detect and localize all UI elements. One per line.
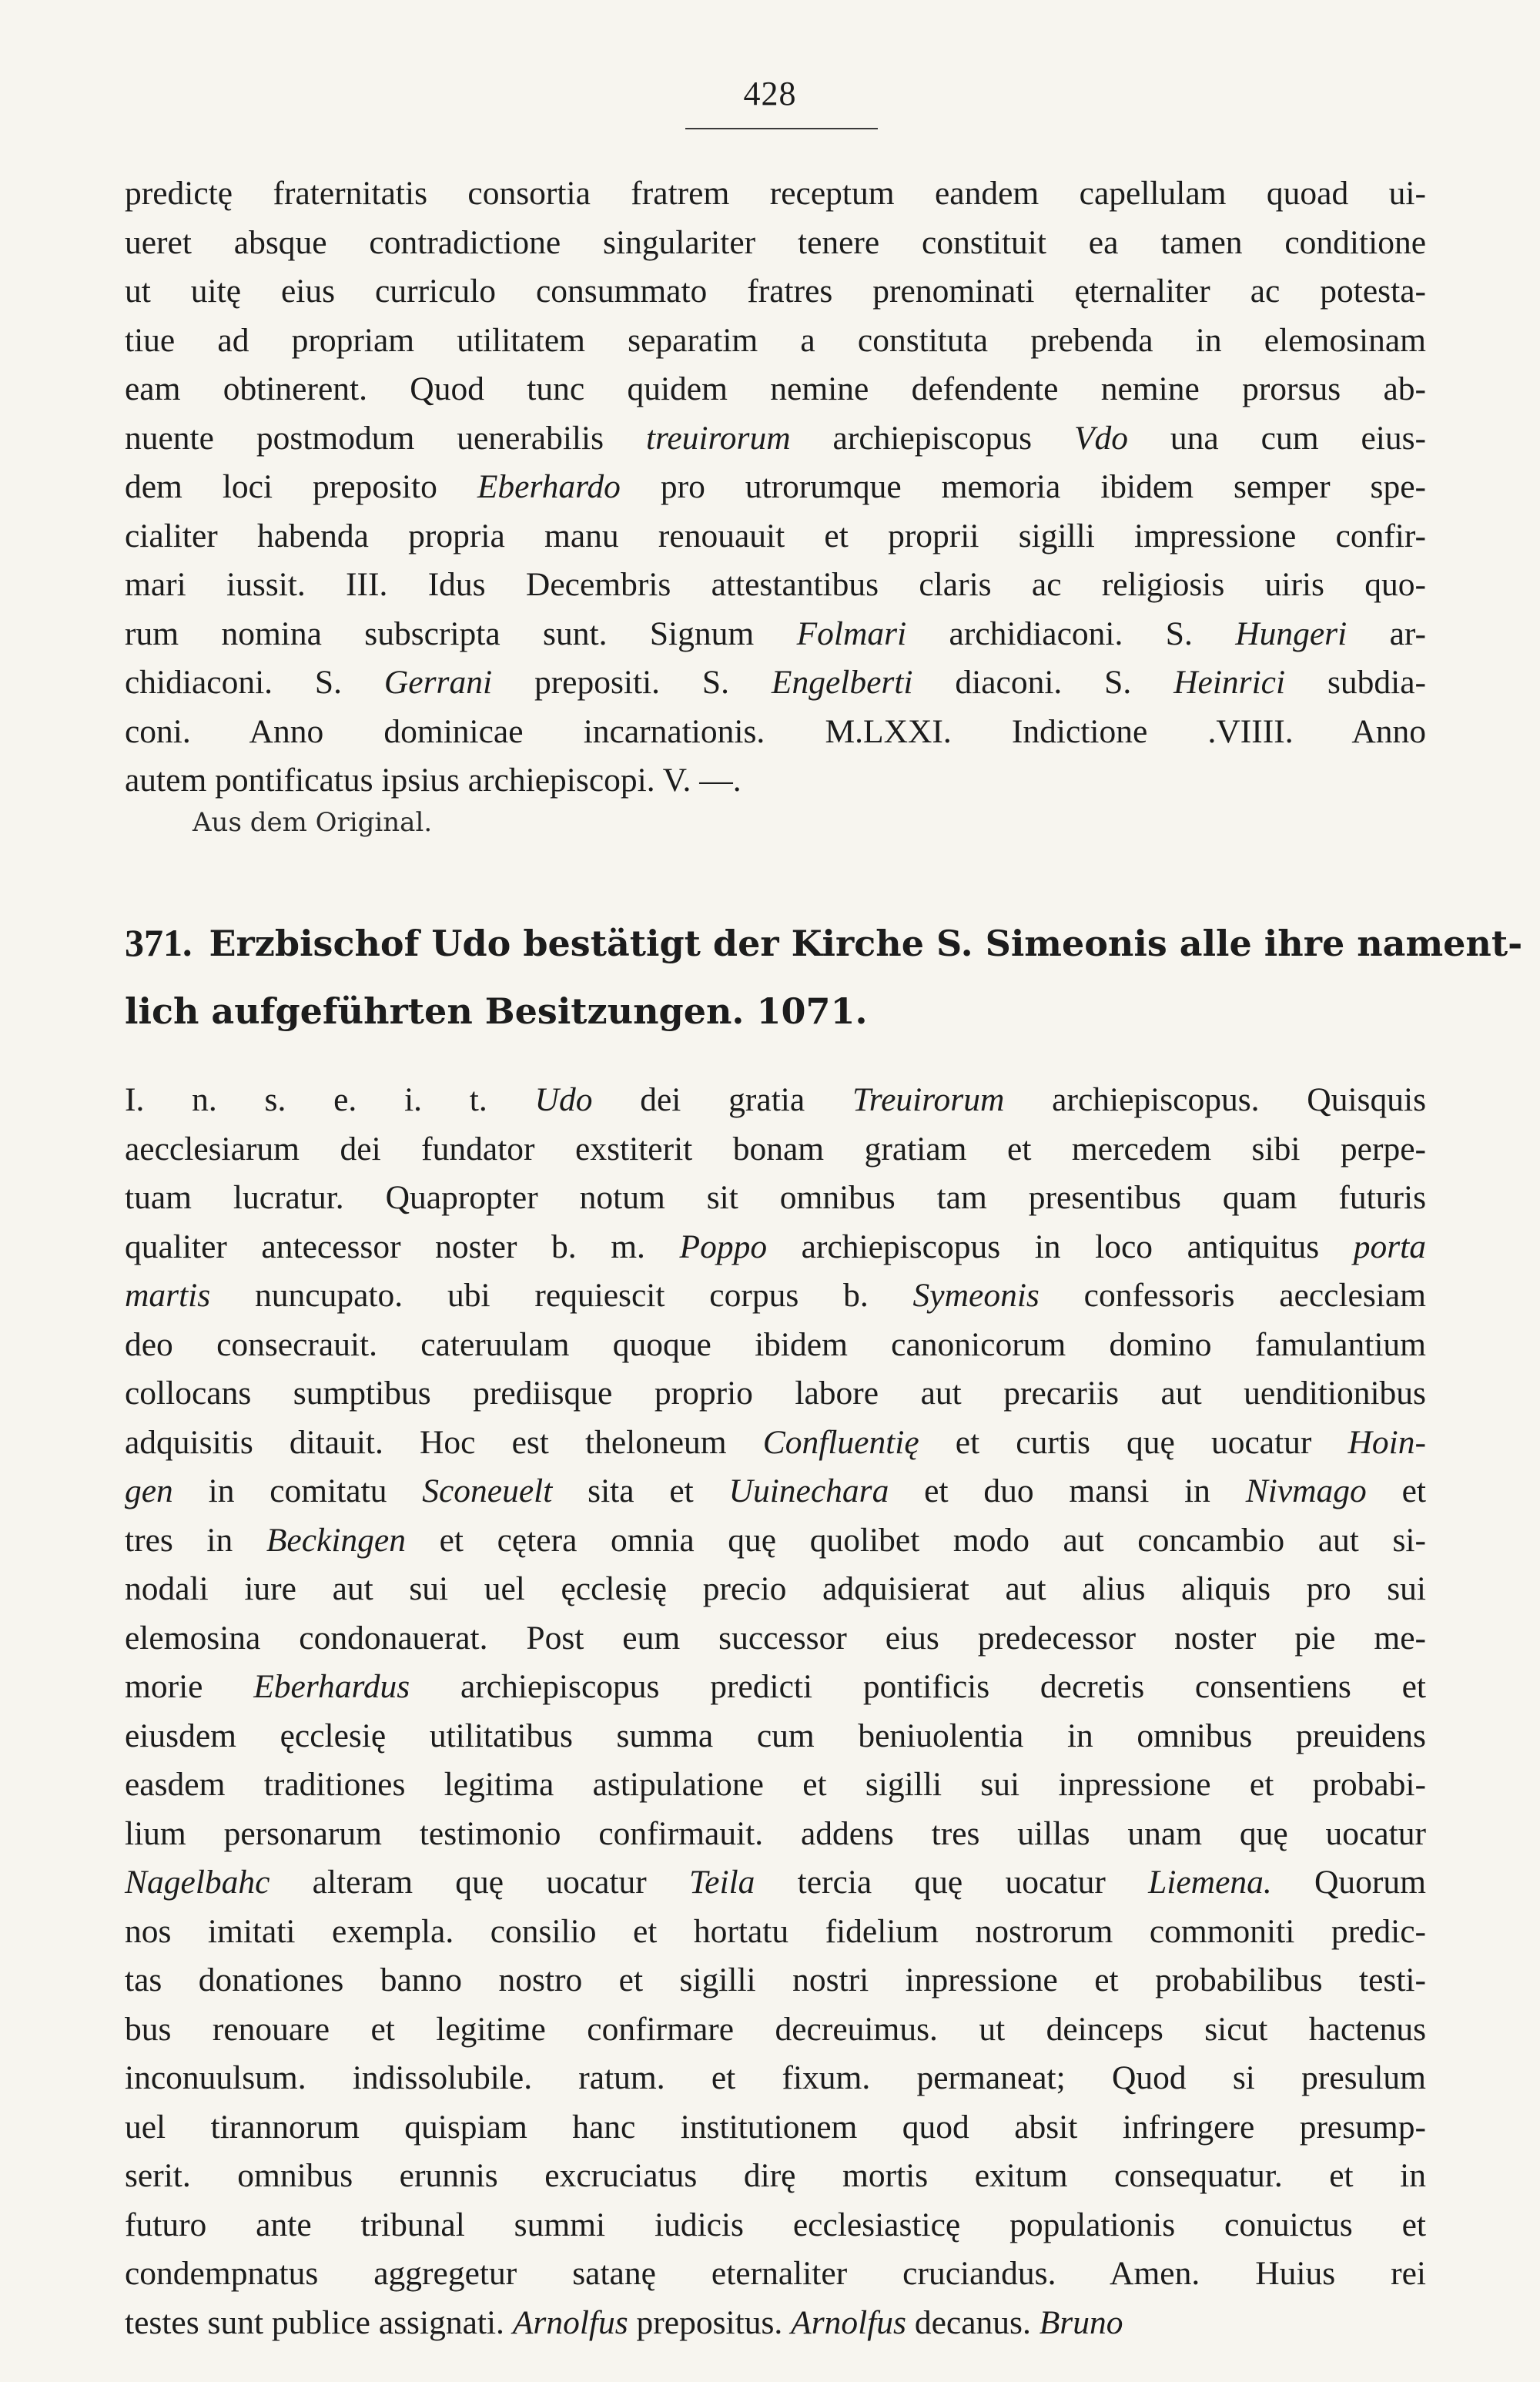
text-line: testes sunt publice assignati. Arnolfus prepositus. Arnolfus decanus. Bruno <box>125 2303 1123 2341</box>
text-line: predictę fraternitatis consortia fratrem receptum eandem capellulam quoad ui- <box>125 175 1426 212</box>
italic-name: Confluentię <box>762 1423 919 1461</box>
text-line: aecclesiarum dei fundator exstiterit bonam gratiam et mercedem sibi perpe- <box>125 1130 1426 1168</box>
heading-title-1: Erzbischof Udo bestätigt der Kirche S. Simeonis alle ihre nament- <box>209 923 1523 964</box>
text-line: inconuulsum. indissolubile. ratum. et fixum. permaneat; Quod si presulum <box>125 2059 1426 2096</box>
text-line: nuente postmodum uenerabilis treuirorum archiepiscopus Vdo una cum eius- <box>125 419 1426 457</box>
text-line: lium personarum testimonio confirmauit. addens tres uillas unam quę uocatur <box>125 1814 1426 1852</box>
header-rule <box>685 128 878 129</box>
text-line: I. n. s. e. i. t. Udo dei gratia Treuirorum archiepiscopus. Quisquis <box>125 1081 1427 1118</box>
italic-name: Heinrici <box>1173 664 1286 701</box>
text-line: futuro ante tribunal summi iudicis ecclesiasticę populationis conuictus et <box>125 2206 1426 2243</box>
text-line: qualiter antecessor noster b. m. Poppo archiepiscopus in loco antiquitus porta <box>125 1228 1426 1265</box>
text-line: tuam lucratur. Quapropter notum sit omnibus tam presentibus quam futuris <box>125 1179 1426 1216</box>
text-line: elemosina condonauerat. Post eum successor eius predecessor noster pie me- <box>125 1619 1426 1657</box>
text-line: Nagelbahc alteram quę uocatur Teila tercia quę uocatur Liemena. Quorum <box>125 1864 1426 1901</box>
text-line: collocans sumptibus prediisque proprio labore aut precariis aut uenditionibus <box>125 1375 1426 1412</box>
text-line: tres in Beckingen et cętera omnia quę quolibet modo aut concambio aut si- <box>125 1521 1426 1559</box>
italic-name: Liemena. <box>1148 1864 1272 1901</box>
text-line: easdem traditiones legitima astipulatione et sigilli sui inpressione et probabi- <box>125 1766 1426 1803</box>
italic-name: porta <box>1353 1228 1426 1265</box>
italic-name: Bruno <box>1039 2303 1123 2341</box>
text-line: morie Eberhardus archiepiscopus predicti pontificis decretis consentiens et <box>125 1668 1426 1705</box>
text-line: adquisitis ditauit. Hoc est theloneum Confluentię et curtis quę uocatur Hoin- <box>125 1423 1426 1461</box>
text-line: dem loci preposito Eberhardo pro utrorumque memoria ibidem semper spe- <box>125 468 1426 505</box>
italic-name: Sconeuelt <box>422 1472 553 1509</box>
italic-name: Engelberti <box>771 664 913 701</box>
text-line: nos imitati exempla. consilio et hortatu fidelium nostrorum commoniti predic- <box>125 1912 1426 1950</box>
text-line: chidiaconi. S. Gerrani prepositi. S. Engelberti diaconi. S. Heinrici subdia- <box>125 664 1427 701</box>
italic-name: Nivmago <box>1245 1472 1367 1509</box>
italic-name: Treuirorum <box>852 1081 1005 1118</box>
italic-name: Poppo <box>679 1228 768 1265</box>
italic-name: Arnolfus <box>791 2303 906 2341</box>
document-number: 371. <box>125 921 192 964</box>
text-line: eiusdem ęcclesię utilitatibus summa cum beniuolentia in omnibus preuidens <box>125 1717 1426 1754</box>
text-line: serit. omnibus erunnis excruciatus dirę mortis exitum consequatur. et in <box>125 2157 1426 2194</box>
text-line: ueret absque contradictione singulariter tenere constituit ea tamen conditione <box>125 223 1426 261</box>
heading-line-1 <box>125 909 1523 977</box>
italic-name: Hungeri <box>1235 615 1348 652</box>
text-line: autem pontificatus ipsius archiepiscopi. V. —. <box>125 762 742 799</box>
text-line: tiue ad propriam utilitatem separatim a constituta prebenda in elemosinam <box>125 321 1426 359</box>
italic-name: Teila <box>688 1864 755 1901</box>
continuation-text <box>125 169 1426 806</box>
text-line: martis nuncupato. ubi requiescit corpus b. Symeonis confessoris aecclesiam <box>125 1277 1426 1314</box>
italic-name: Hoin- <box>1348 1423 1426 1461</box>
italic-name: martis <box>125 1277 211 1314</box>
italic-name: Udo <box>534 1081 593 1118</box>
italic-name: Folmari <box>796 615 907 652</box>
text-line: ut uitę eius curriculo consummato fratres prenominati ęternaliter ac potesta- <box>125 273 1426 310</box>
italic-name: Gerrani <box>383 664 493 701</box>
italic-name: gen <box>125 1472 173 1509</box>
page-number: 428 <box>743 75 797 112</box>
text-line: condempnatus aggregetur satanę eternaliter cruciandus. Amen. Huius rei <box>125 2255 1426 2292</box>
text-line: bus renouare et legitime confirmare decreuimus. ut deinceps sicut hactenus <box>125 2010 1426 2048</box>
text-line: uel tirannorum quispiam hanc institutionem quod absit infringere presump- <box>125 2108 1426 2146</box>
text-line: eam obtinerent. Quod tunc quidem nemine defendente nemine prorsus ab- <box>125 370 1426 407</box>
text-line: deo consecrauit. cateruulam quoque ibidem canonicorum domino famulantium <box>125 1325 1426 1363</box>
document-text <box>125 1076 1426 2347</box>
italic-name: Arnolfus <box>512 2303 628 2341</box>
italic-name: Nagelbahc <box>125 1864 270 1901</box>
heading-line-2: lich aufgeführten Besitzungen. 1071. <box>125 990 868 1032</box>
italic-name: Beckingen <box>266 1521 406 1559</box>
italic-name: Eberhardo <box>477 468 621 505</box>
text-line: rum nomina subscripta sunt. Signum Folmari archidiaconi. S. Hungeri ar- <box>125 615 1426 652</box>
italic-name: Vdo <box>1073 419 1129 457</box>
italic-name: Eberhardus <box>253 1668 410 1705</box>
source-note: Aus dem Original. <box>192 807 433 838</box>
text-line: nodali iure aut sui uel ęcclesię precio adquisierat aut alius aliquis pro sui <box>125 1570 1426 1607</box>
text-line: mari iussit. III. Idus Decembris attestantibus claris ac religiosis uiris quo- <box>125 566 1426 603</box>
document-heading <box>125 909 1523 1045</box>
italic-name: Symeonis <box>912 1277 1040 1314</box>
italic-name: Uuinechara <box>728 1472 889 1509</box>
text-line: tas donationes banno nostro et sigilli nostri inpressione et probabilibus testi- <box>125 1962 1426 1998</box>
text-line: gen in comitatu Sconeuelt sita et Uuinechara et duo mansi in Nivmago et <box>125 1472 1426 1509</box>
text-line: cialiter habenda propria manu renouauit et proprii sigilli impressione confir- <box>125 517 1426 554</box>
text-line: coni. Anno dominicae incarnationis. M.LXXI. Indictione .VIIII. Anno <box>125 712 1426 750</box>
italic-name: treuirorum <box>645 419 791 457</box>
